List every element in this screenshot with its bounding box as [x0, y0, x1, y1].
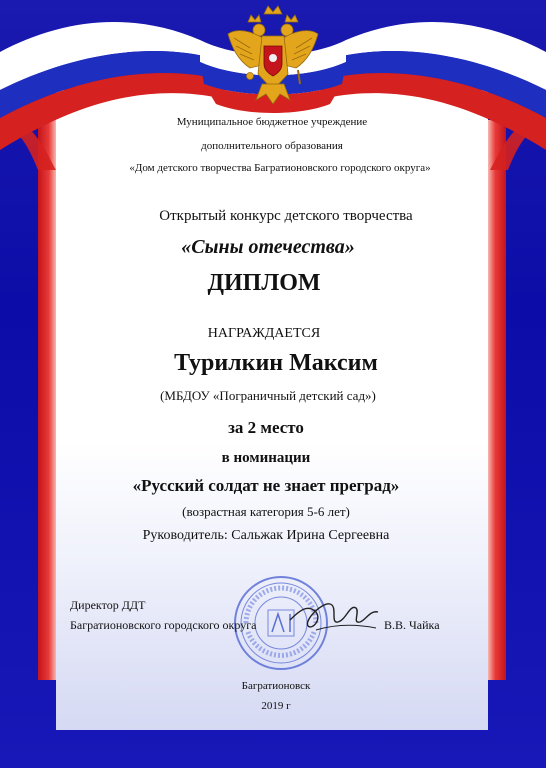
recipient-institution: (МБДОУ «Пограничный детский сад»)	[160, 388, 376, 403]
director-signature	[286, 590, 382, 640]
org-line-2: дополнительного образования	[201, 140, 343, 152]
nomination-label: в номинации	[221, 450, 311, 466]
org-line-1: Муниципальное бюджетное учреждение	[176, 116, 368, 128]
supervisor: Руководитель: Сальжак Ирина Сергеевна	[142, 528, 390, 543]
footer-city: Багратионовск	[241, 680, 311, 692]
coat-of-arms-emblem	[226, 4, 320, 108]
diploma-heading: ДИПЛОМ	[207, 270, 321, 296]
signatory-title-2: Багратионовского городского округа	[70, 618, 257, 632]
place-text: за 2 место	[228, 418, 304, 437]
org-line-3: «Дом детского творчества Багратионовского городского округа»	[129, 162, 431, 174]
nomination-name: «Русский солдат не знает преград»	[132, 476, 400, 495]
signatory-name: В.В. Чайка	[384, 618, 440, 632]
signatory-title-1: Директор ДДТ	[70, 598, 146, 612]
recipient-name: Турилкин Максим	[174, 350, 378, 376]
awarded-label: НАГРАЖДАЕТСЯ	[207, 326, 321, 341]
footer-year: 2019 г	[261, 700, 291, 712]
right-red-band	[488, 120, 506, 680]
contest-title: Открытый конкурс детского творчества	[159, 208, 413, 224]
contest-name: «Сыны отечества»	[181, 236, 355, 258]
age-category: (возрастная категория 5-6 лет)	[182, 504, 350, 519]
